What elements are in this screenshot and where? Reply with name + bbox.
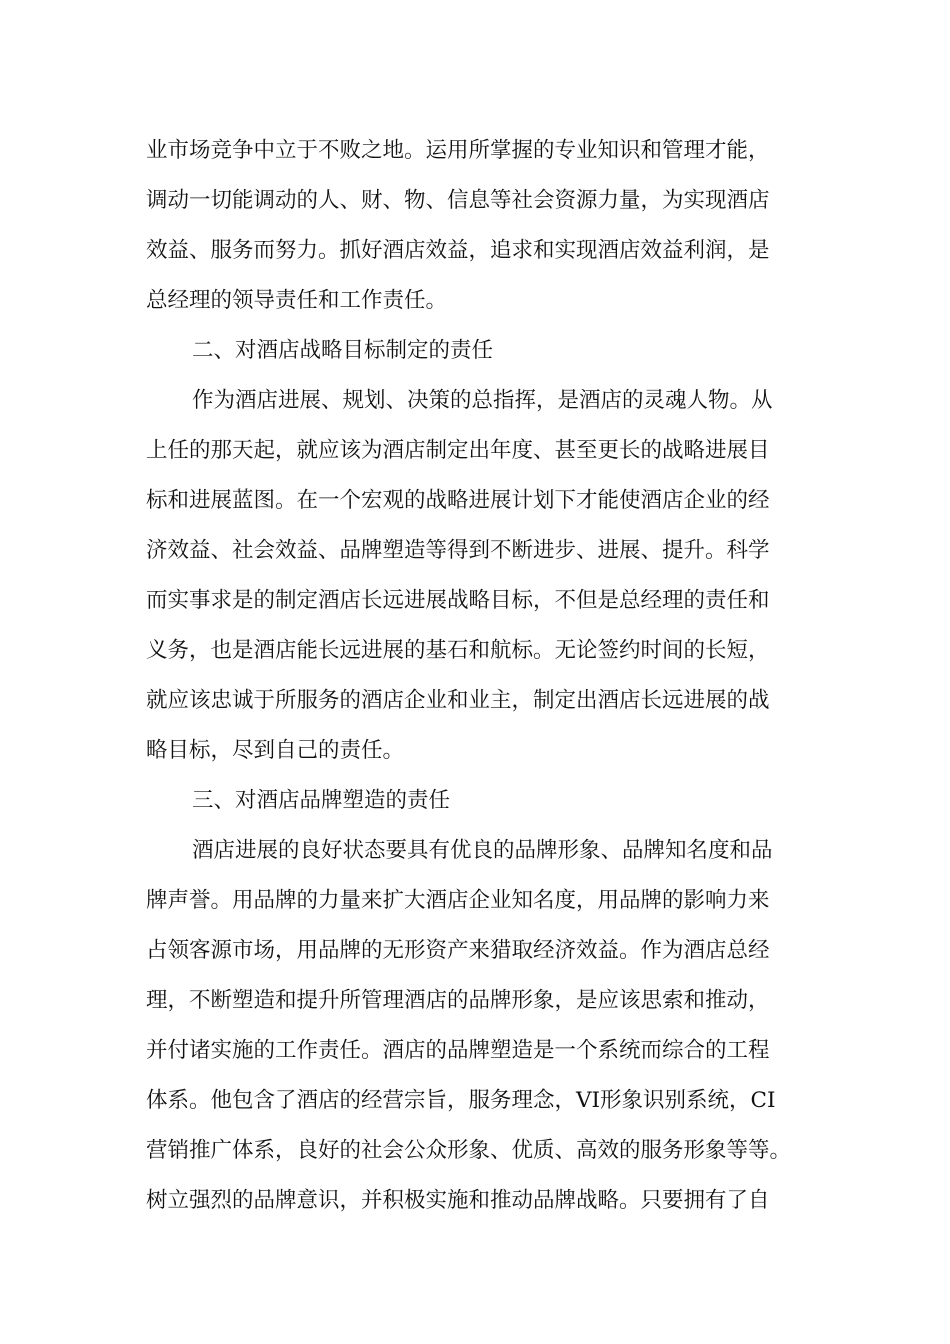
body-text-line: 体系。他包含了酒店的经营宗旨，服务理念，VI形象识别系统，CI [146, 1088, 776, 1113]
body-text-line: 业市场竞争中立于不败之地。运用所掌握的专业知识和管理才能， [146, 138, 770, 163]
body-text-line: 义务，也是酒店能长远进展的基石和航标。无论签约时间的长短， [146, 638, 770, 663]
body-text-line: 占领客源市场，用品牌的无形资产来猎取经济效益。作为酒店总经 [146, 938, 770, 963]
body-text-line: 酒店进展的良好状态要具有优良的品牌形象、品牌知名度和品 [192, 838, 773, 863]
body-text-line: 作为酒店进展、规划、决策的总指挥，是酒店的灵魂人物。从 [192, 388, 773, 413]
body-text-line: 并付诸实施的工作责任。酒店的品牌塑造是一个系统而综合的工程 [146, 1038, 770, 1063]
body-text-line: 调动一切能调动的人、财、物、信息等社会资源力量，为实现酒店 [146, 188, 770, 213]
body-text-line: 略目标，尽到自己的责任。 [146, 738, 405, 763]
body-text-line: 总经理的领导责任和工作责任。 [146, 288, 448, 313]
body-text-line: 济效益、社会效益、品牌塑造等得到不断进步、进展、提升。科学 [146, 538, 770, 563]
section-heading: 二、对酒店战略目标制定的责任 [192, 338, 494, 363]
body-text-line: 理，不断塑造和提升所管理酒店的品牌形象，是应该思索和推动， [146, 988, 770, 1013]
body-text-line: 而实事求是的制定酒店长远进展战略目标，不但是总经理的责任和 [146, 588, 770, 613]
body-text-line: 效益、服务而努力。抓好酒店效益，追求和实现酒店效益利润，是 [146, 238, 770, 263]
body-text-line: 标和进展蓝图。在一个宏观的战略进展计划下才能使酒店企业的经 [146, 488, 770, 513]
body-text-line: 上任的那天起，就应该为酒店制定出年度、甚至更长的战略进展目 [146, 438, 770, 463]
body-text-line: 就应该忠诚于所服务的酒店企业和业主，制定出酒店长远进展的战 [146, 688, 770, 713]
body-text-line: 牌声誉。用品牌的力量来扩大酒店企业知名度，用品牌的影响力来 [146, 888, 770, 913]
body-text-line: 树立强烈的品牌意识，并积极实施和推动品牌战略。只要拥有了自 [146, 1188, 770, 1213]
section-heading: 三、对酒店品牌塑造的责任 [192, 788, 451, 813]
body-text-line: 营销推广体系，良好的社会公众形象、优质、高效的服务形象等等。 [146, 1138, 792, 1163]
